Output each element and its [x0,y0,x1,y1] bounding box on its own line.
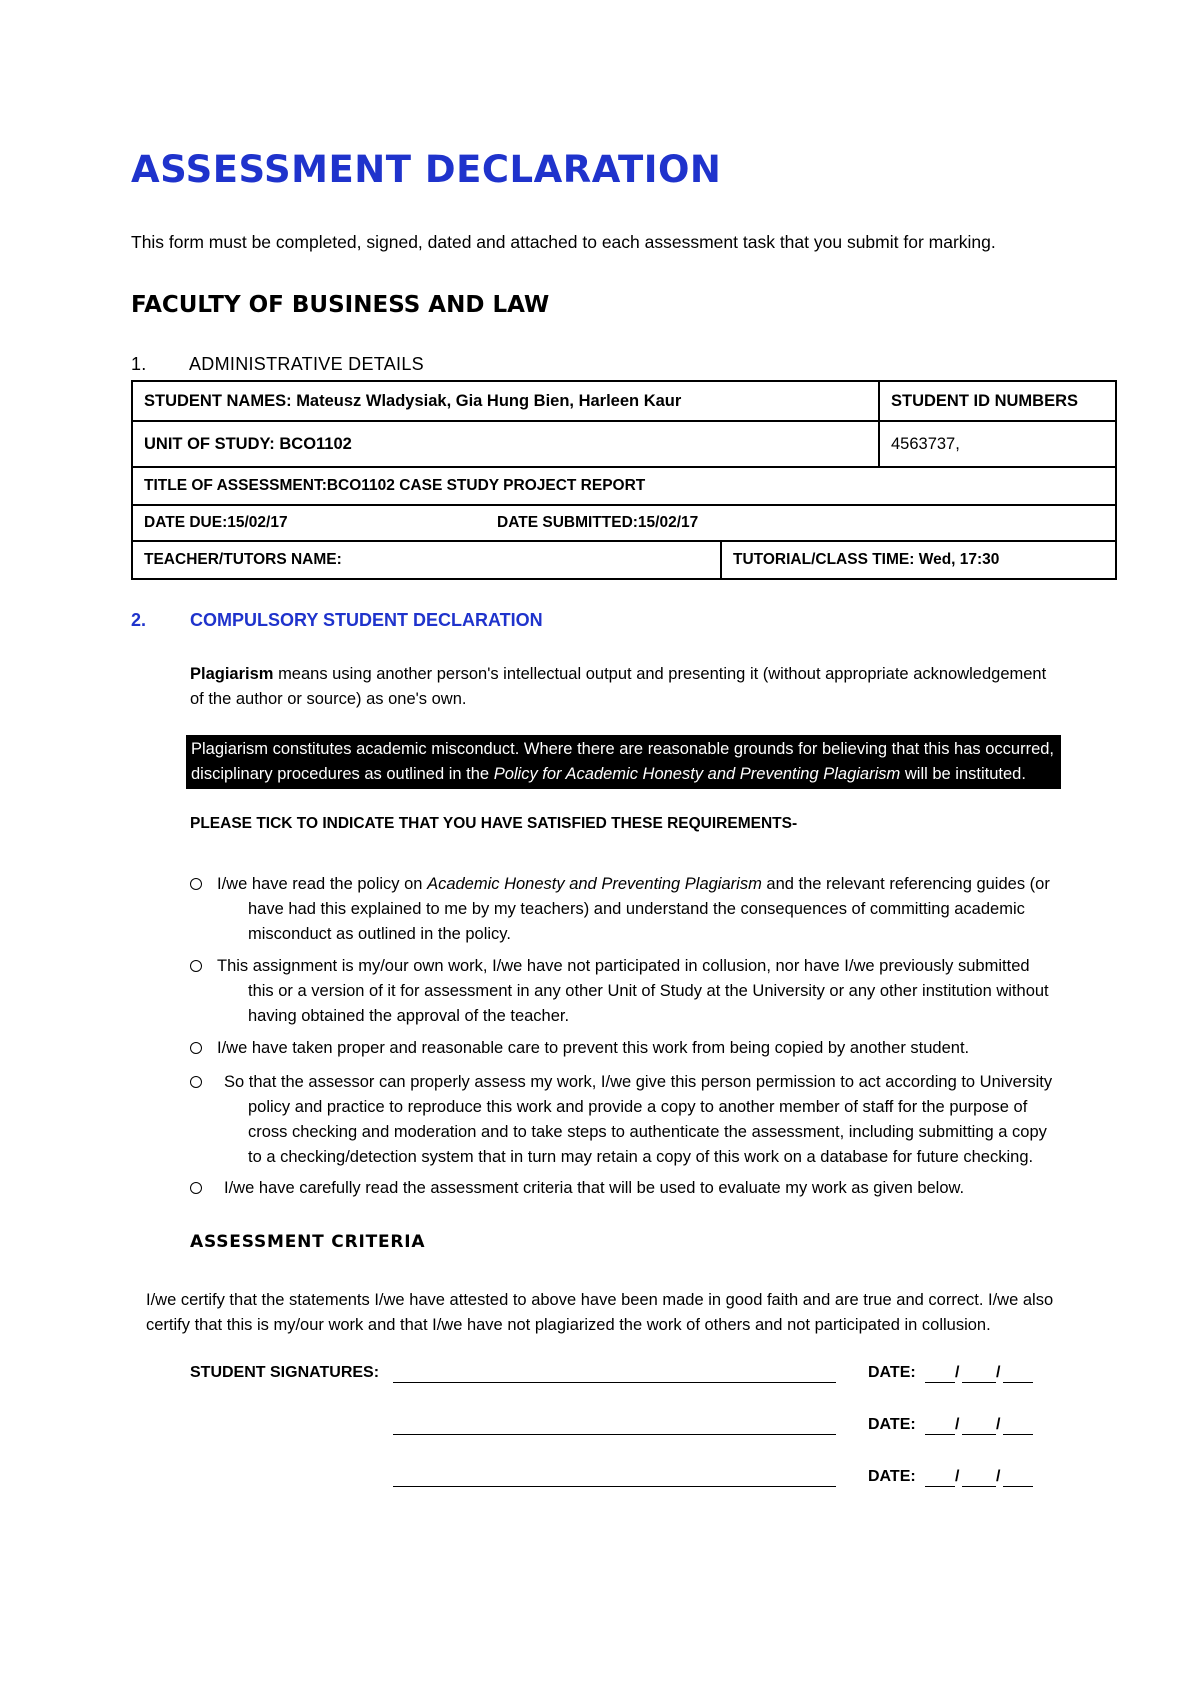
student-signatures-label: STUDENT SIGNATURES: [190,1364,380,1381]
date-2-slash-1: / [955,1416,960,1433]
misconduct-notice [186,735,1061,789]
tick-circle-icon[interactable] [190,1076,202,1088]
date-1-month[interactable] [962,1382,996,1383]
assessment-criteria-heading: ASSESSMENT CRITERIA [190,1232,426,1252]
student-names-value[interactable]: Mateusz Wladysiak, Gia Hung Bien, Harleen Kaur [296,391,682,410]
date-2-slash-2: / [996,1416,1001,1433]
checklist-item-5 [190,1176,1070,1201]
section-2-title: COMPULSORY STUDENT DECLARATION [190,610,543,630]
faculty-heading: FACULTY OF BUSINESS AND LAW [131,292,550,318]
date-submitted[interactable]: DATE SUBMITTED:15/02/17 [497,514,699,531]
section-2-heading [131,610,543,631]
item-4-line-2: policy and practice to reproduce this work and provide a copy to another member of staff for the purpose of [248,1098,1028,1116]
date-3-slash-1: / [955,1468,960,1485]
date-1-year[interactable] [1003,1382,1033,1383]
date-2-day[interactable] [925,1434,955,1435]
signature-line-3[interactable] [393,1486,836,1487]
student-names-label: STUDENT NAMES: [144,391,292,410]
section-1-title: ADMINISTRATIVE DETAILS [189,354,424,374]
page-title: ASSESSMENT DECLARATION [131,148,722,191]
certification-line-2: certify that this is my/our work and that I/we have not plagiarized the work of others and not participated in collusion. [146,1316,991,1334]
certification-statement [146,1288,1086,1338]
date-1-day[interactable] [925,1382,955,1383]
item-1-line-1-end: and the relevant referencing guides (or [766,875,1050,893]
teacher-label: TEACHER/TUTORS NAME: [144,551,342,568]
date-2-year[interactable] [1003,1434,1033,1435]
item-4-line-4: to a checking/detection system that in turn may retain a copy of this work on a database for future checking. [248,1148,1034,1166]
plagiarism-definition-line-2: of the author or source) as one's own. [190,690,467,708]
item-5-line-1: I/we have carefully read the assessment criteria that will be used to evaluate my work as given below. [224,1179,965,1197]
checklist-item-3 [190,1036,1070,1061]
section-2-number: 2. [131,610,147,630]
tick-circle-icon[interactable] [190,1182,202,1194]
signature-line-2[interactable] [393,1434,836,1435]
section-1-number: 1. [131,354,147,374]
item-1-policy: Academic Honesty and Preventing Plagiarism [427,875,762,893]
student-names-cell [133,382,878,420]
plagiarism-term: Plagiarism [190,665,274,683]
plagiarism-definition-line-1: means using another person's intellectual output and presenting it (without appropriate acknowledgement [278,665,1047,683]
student-id-header-cell [880,382,1115,420]
date-3-slash-2: / [996,1468,1001,1485]
checklist-item-1 [190,872,1070,947]
section-1-heading [131,354,424,375]
tick-instruction: PLEASE TICK TO INDICATE THAT YOU HAVE SATISFIED THESE REQUIREMENTS- [190,815,798,832]
item-2-line-1: This assignment is my/our own work, I/we have not participated in collusion, nor have I/we previously submitted [217,957,1030,975]
misconduct-line-2-end: will be instituted. [904,765,1026,783]
date-3-year[interactable] [1003,1486,1033,1487]
signature-line-1[interactable] [393,1382,836,1383]
unit-label: UNIT OF STUDY: [144,434,275,453]
admin-details-table [131,380,1117,580]
tutorial-label: TUTORIAL/CLASS TIME: [733,551,915,568]
item-1-line-2: have had this explained to me by my teachers) and understand the consequences of committing academic [248,900,1025,918]
date-due[interactable]: DATE DUE:15/02/17 [144,514,288,531]
title-of-assessment-cell [133,468,1115,504]
item-2-line-3: having obtained the approval of the teacher. [248,1007,570,1025]
item-4-line-1: So that the assessor can properly assess my work, I/we give this person permission to act according to University [224,1073,1053,1091]
date-2-month[interactable] [962,1434,996,1435]
date-label-3: DATE: [868,1468,916,1485]
checklist-item-4 [190,1070,1070,1170]
date-3-month[interactable] [962,1486,996,1487]
tick-circle-icon[interactable] [190,878,202,890]
item-1-line-1: I/we have read the policy on [217,875,423,893]
date-3-day[interactable] [925,1486,955,1487]
teacher-cell [133,542,720,578]
item-4-line-3: cross checking and moderation and to take steps to authenticate the assessment, including submitting a copy [248,1123,1047,1141]
dates-cell [133,506,1115,540]
date-label-1: DATE: [868,1364,916,1381]
student-id-value[interactable]: 4563737, [891,434,960,453]
misconduct-line-2: disciplinary procedures as outlined in the [191,765,490,783]
form-instructions: This form must be completed, signed, dated and attached to each assessment task that you submit for marking. [131,232,996,252]
date-label-2: DATE: [868,1416,916,1433]
date-1-slash-2: / [996,1364,1001,1381]
tutorial-value[interactable]: Wed, 17:30 [918,551,1000,568]
misconduct-line-1: Plagiarism constitutes academic misconduct. Where there are reasonable grounds for believing that this has occurred, [191,740,1055,758]
checklist-item-2 [190,954,1070,1029]
tick-circle-icon[interactable] [190,1042,202,1054]
policy-name: Policy for Academic Honesty and Preventing Plagiarism [493,765,901,783]
student-id-label: STUDENT ID NUMBERS [891,391,1079,410]
item-3-line-1: I/we have taken proper and reasonable care to prevent this work from being copied by another student. [217,1039,970,1057]
tutorial-time-cell [722,542,1115,578]
item-2-line-2: this or a version of it for assessment in any other Unit of Study at the University or any other institution without [248,982,1049,1000]
student-id-value-cell [880,422,1115,466]
tick-circle-icon[interactable] [190,960,202,972]
title-of-assessment[interactable]: TITLE OF ASSESSMENT:BCO1102 CASE STUDY PROJECT REPORT [144,477,646,494]
unit-value[interactable]: BCO1102 [279,434,352,453]
certification-line-1: I/we certify that the statements I/we have attested to above have been made in good faith and are true and correct. I/we also [146,1291,1054,1309]
date-1-slash-1: / [955,1364,960,1381]
unit-of-study-cell [133,422,878,466]
plagiarism-definition [190,662,1070,712]
item-1-line-3: misconduct as outlined in the policy. [248,925,511,943]
